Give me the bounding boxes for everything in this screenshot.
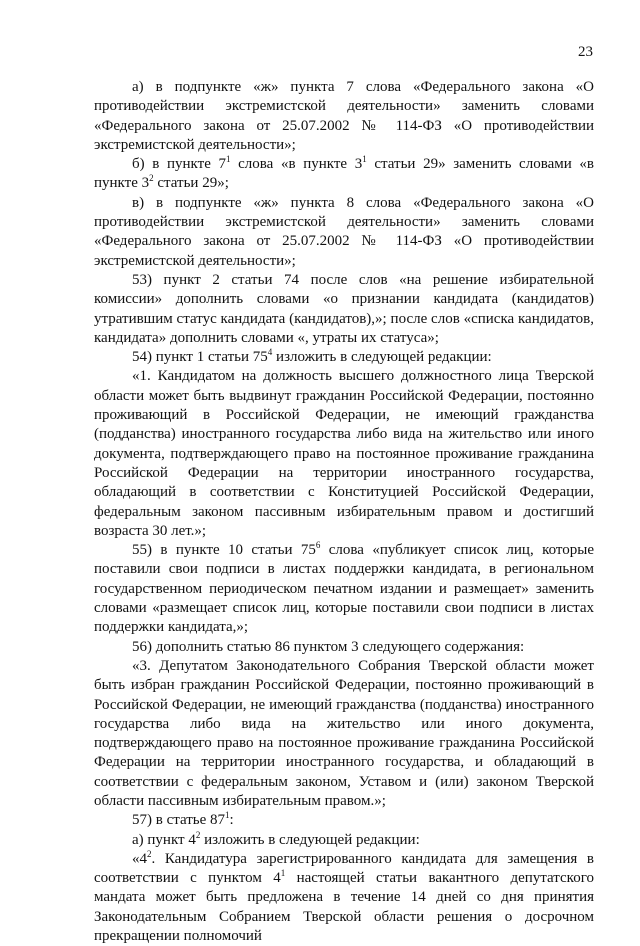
paragraph bbox=[94, 657, 594, 811]
superscript: 2 bbox=[149, 173, 154, 184]
paragraph bbox=[94, 194, 594, 271]
paragraph-text: «1. Кандидатом на должность высшего должностного лица Тверской области может быть выдвинут гражданин Российской Федерации, постоянно проживающий в Российской Федерации, не имеющий гражданства (подданства) иностранного государства либо вида на жительство или иного документа, подтверждающего право на постоянное проживание гражданина Российской Федерации на территории иностранного государства, обладающий в соответствии с Конституцией Российской Федерации, федеральным законом пассивным избирательным правом и достигший возраста 30 лет.»; bbox=[94, 368, 594, 539]
paragraph-text: настоящей статьи вакантного депутатского мандата может быть предложена в течение 14 дней со дня принятия Законодательным Собранием Тверской области решения о досрочном прекращении полномочий bbox=[94, 870, 594, 945]
paragraph-text: а) пункт 4 bbox=[132, 831, 196, 848]
paragraph-text: статьи 29»; bbox=[153, 175, 229, 192]
paragraph-text: 54) пункт 1 статьи 75 bbox=[132, 349, 268, 366]
paragraph bbox=[94, 831, 594, 850]
superscript: 4 bbox=[267, 347, 273, 358]
superscript: 1 bbox=[280, 868, 286, 879]
paragraph bbox=[94, 638, 594, 657]
paragraph-text: . Кандидатура зарегистрированного кандидата для замещения в соответствии с пунктом 4 bbox=[94, 850, 594, 887]
paragraph bbox=[94, 348, 594, 367]
paragraph bbox=[94, 271, 594, 348]
paragraph-text: 56) дополнить статью 86 пунктом 3 следующего содержания: bbox=[132, 638, 525, 655]
superscript: 2 bbox=[147, 848, 152, 859]
superscript: 6 bbox=[315, 540, 321, 551]
superscript: 1 bbox=[226, 154, 231, 165]
paragraph-text: 57) в статье 87 bbox=[132, 812, 226, 829]
paragraph-text: слова «публикует список лиц, которые поставили свои подписи в листах поддержки кандидата, в региональном государственном периодическом печатном издании и размещает» заменить словами «размещает список лиц, которые поставили свои подписи в листах поддержки кандидата,»; bbox=[94, 542, 594, 636]
paragraph bbox=[94, 850, 594, 946]
paragraph bbox=[94, 367, 594, 541]
paragraph-text: слова «в пункте 3 bbox=[230, 156, 363, 173]
paragraph-text: «4 bbox=[132, 850, 147, 867]
paragraph-text: изложить в следующей редакции: bbox=[272, 349, 492, 366]
paragraph-text: : bbox=[229, 812, 234, 829]
paragraph-text: «3. Депутатом Законодательного Собрания Тверской области может быть избран гражданин Российской Федерации, постоянно проживающий в Российской Федерации, не имеющий гражданства (подданства) иностранного государства либо вида на жительство или иного документа, подтверждающего право на постоянное проживание гражданина Российской Федерации на территории иностранного государства, и обладающий в соответствии с федеральным законом, Уставом и (или) законом Тверской области пассивным избирательным правом.»; bbox=[94, 657, 594, 809]
paragraph bbox=[94, 78, 594, 155]
paragraph-text: статьи 29» заменить словами «в пункте 3 bbox=[94, 156, 594, 192]
paragraph-text: изложить в следующей редакции: bbox=[200, 831, 420, 848]
paragraph bbox=[94, 811, 594, 830]
paragraph-text: б) в пункте 7 bbox=[132, 156, 226, 173]
paragraph-text: а) в подпункте «ж» пункта 7 слова «Федерального закона «О противодействии экстремистской деятельности» заменить словами «Федерального закона от 25.07.2002 № 114-ФЗ «О противодействии экстремистской деятельности»; bbox=[94, 79, 594, 153]
superscript: 1 bbox=[225, 810, 230, 821]
page-number: 23 bbox=[578, 44, 593, 60]
document-body bbox=[94, 78, 594, 946]
superscript: 1 bbox=[362, 154, 367, 165]
paragraph-text: 53) пункт 2 статьи 74 после слов «на решение избирательной комиссии» дополнить словами «о признании кандидата (кандидатов) утратившим статус кандидата (кандидатов),»; после слов «списка кандидатов, кандидата» дополнить словами «, утраты их статуса»; bbox=[94, 271, 594, 346]
paragraph-text: 55) в пункте 10 статьи 75 bbox=[132, 542, 316, 559]
paragraph-text: в) в подпункте «ж» пункта 8 слова «Федерального закона «О противодействии экстремистской деятельности» заменить словами «Федерального закона от 25.07.2002 № 114-ФЗ «О противодействии экстремистской деятельности»; bbox=[94, 194, 594, 269]
paragraph bbox=[94, 155, 594, 194]
paragraph bbox=[94, 541, 594, 637]
superscript: 2 bbox=[195, 829, 201, 840]
